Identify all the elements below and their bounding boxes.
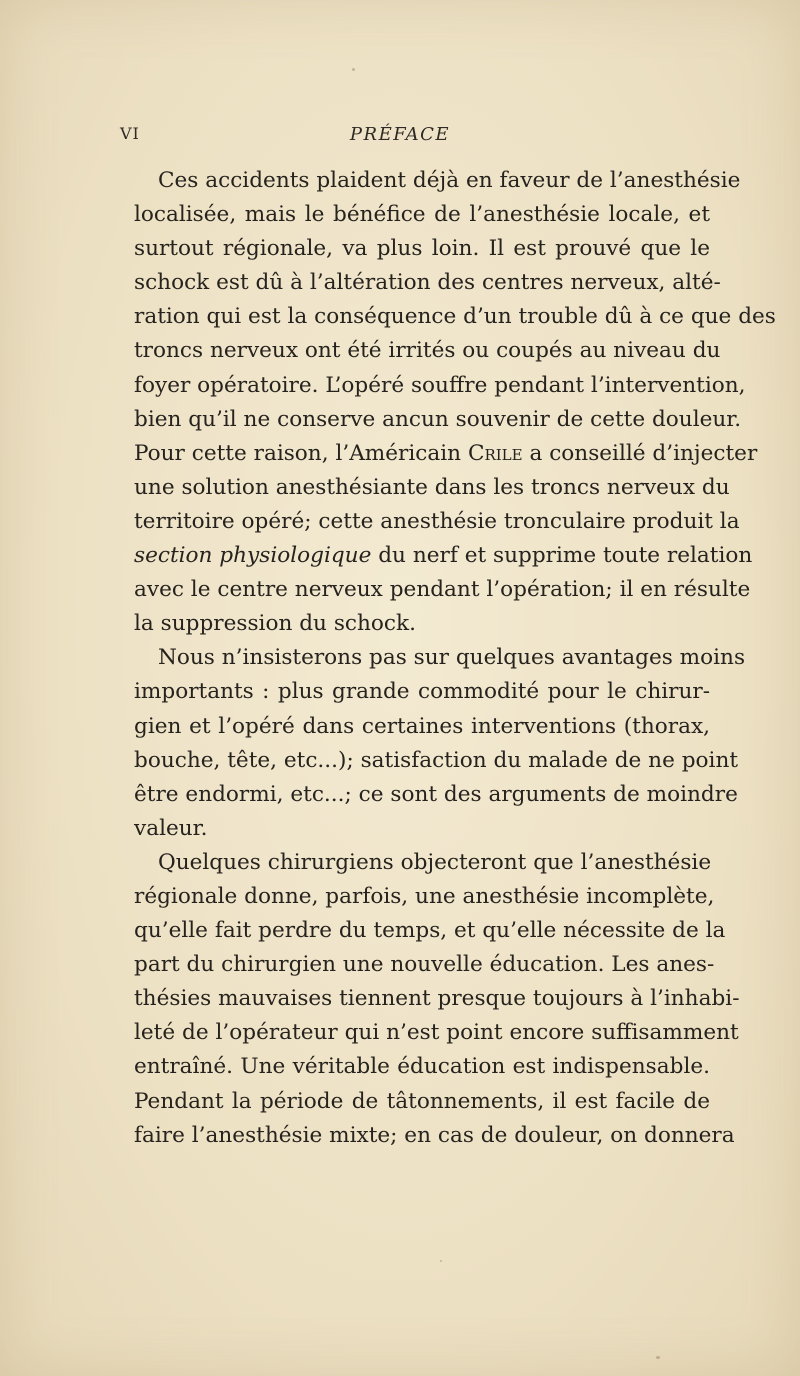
text-line: bouche, tête, etc...); satisfaction du malade de ne point	[134, 747, 739, 773]
paper-speck	[352, 68, 355, 71]
running-head: PRÉFACE	[349, 124, 451, 145]
text-line: foyer opératoire. L’opéré souffre pendant l’intervention,	[134, 372, 746, 398]
text-line: surtout régionale, va plus loin. Il est prouvé que le	[134, 236, 710, 262]
text-run: du nerf et supprime toute relation	[371, 543, 753, 569]
text-line: Pendant la période de tâtonnements, il est facile de	[134, 1088, 710, 1114]
page-number: VI	[120, 124, 140, 143]
author-name: Crile	[467, 440, 523, 466]
text-line: Ces accidents plaident déjà en faveur de l’anesthésie	[158, 168, 741, 193]
text-line: thésies mauvaises tiennent presque toujours à l’inhabi-	[134, 986, 740, 1012]
text-line: localisée, mais le bénéfice de l’anesthésie locale, et	[134, 202, 710, 228]
text-run: Pour cette raison, l’Américain	[134, 440, 468, 466]
paper-speck	[656, 1356, 660, 1359]
body-text	[134, 164, 776, 1153]
text-line: Nous n’insisterons pas sur quelques avantages moins	[158, 645, 746, 671]
text-line: avec le centre nerveux pendant l’opération; il en résulte	[134, 577, 751, 603]
text-line: territoire opéré; cette anesthésie tronculaire produit la	[134, 508, 740, 534]
text-line: régionale donne, parfois, une anesthésie incomplète,	[134, 883, 715, 909]
text-line: qu’elle fait perdre du temps, et qu’elle nécessite de la	[134, 918, 726, 944]
text-line: gien et l’opéré dans certaines interventions (thorax,	[134, 713, 710, 739]
text-line: faire l’anesthésie mixte; en cas de douleur, on donnera	[134, 1122, 735, 1148]
text-line: Quelques chirurgiens objecteront que l’anesthésie	[158, 849, 712, 875]
text-run: a conseillé d’injecter	[522, 440, 758, 466]
text-line: ration qui est la conséquence d’un trouble dû à ce que des	[134, 304, 776, 330]
text-line	[134, 539, 753, 573]
text-line: une solution anesthésiante dans les troncs nerveux du	[134, 474, 730, 500]
text-line: être endormi, etc...; ce sont des arguments de moindre	[134, 781, 738, 807]
text-line: bien qu’il ne conserve ancun souvenir de cette douleur.	[134, 406, 742, 432]
text-line: entraîné. Une véritable éducation est indispensable.	[134, 1054, 710, 1080]
text-line: troncs nerveux ont été irrités ou coupés au niveau du	[134, 338, 721, 364]
text-line: schock est dû à l’altération des centres nerveux, alté-	[134, 270, 721, 296]
emphasis-text: section physiologique	[134, 543, 372, 569]
text-line: la suppression du schock.	[134, 611, 416, 637]
text-line: part du chirurgien une nouvelle éducation. Les anes-	[134, 952, 715, 978]
text-line: importants : plus grande commodité pour le chirur-	[134, 679, 710, 705]
page-header	[120, 124, 680, 148]
text-line: leté de l’opérateur qui n’est point encore suffisamment	[134, 1020, 739, 1046]
text-line	[134, 437, 758, 471]
text-line: valeur.	[134, 815, 208, 841]
paper-speck	[440, 1260, 442, 1262]
